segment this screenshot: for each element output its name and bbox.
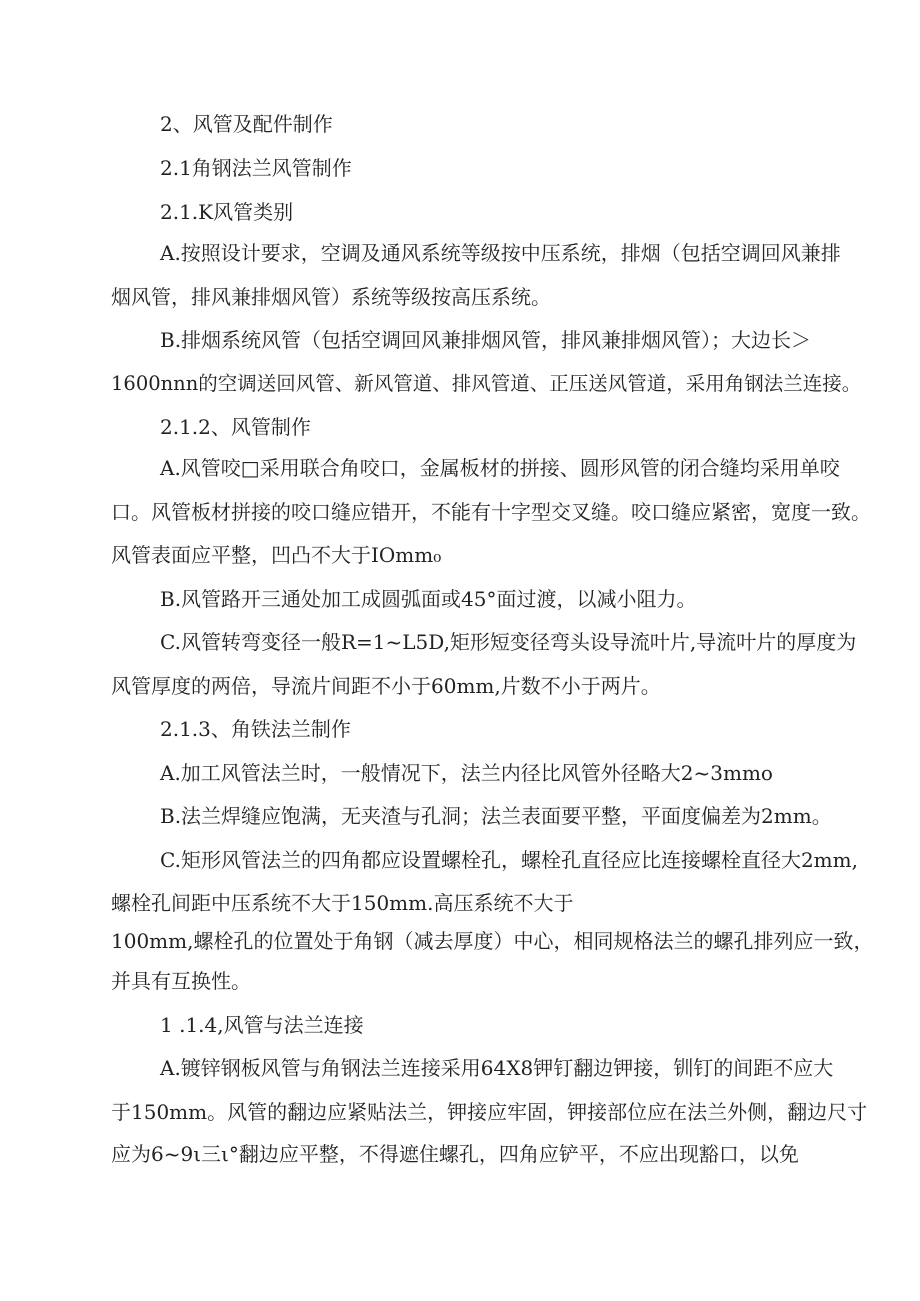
paragraph-line: 口。风管板材拼接的咬口缝应错开，不能有十字型交叉缝。咬口缝应紧密，宽度一致。: [111, 500, 871, 524]
paragraph-line: 于150mm。风管的翻边应紧贴法兰，钾接应牢固，钾接部位应在法兰外侧，翻边尺寸: [111, 1100, 868, 1124]
paragraph-line: B.法兰焊缝应饱满，无夹渣与孔洞；法兰表面要平整，平面度偏差为2mm。: [160, 804, 832, 828]
paragraph-line: B.风管路开三通处加工成圆弧面或45°面过渡，以减小阻力。: [160, 587, 697, 611]
paragraph-line: 100mm,螺栓孔的位置处于角钢（减去厚度）中心，相同规格法兰的螺孔排列应一致，: [111, 929, 874, 953]
paragraph-line: A.按照设计要求，空调及通风系统等级按中压系统，排烟（包括空调回风兼排: [160, 241, 841, 265]
paragraph-line: 应为6~9ι三ι°翻边应平整，不得遮住螺孔，四角应铲平，不应出现豁口，以免: [111, 1142, 799, 1166]
subsection-heading: 1 .1.4,风管与法兰连接: [160, 1013, 364, 1037]
subsection-heading: 2.1.K风管类别: [160, 200, 294, 224]
paragraph-line: 1600nnn的空调送回风管、新风管道、排风管道、正压送风管道，采用角钢法兰连接。: [111, 372, 862, 395]
subsection-heading: 2.1.3、角铁法兰制作: [160, 717, 351, 741]
paragraph-line: A.风管咬□采用联合角咬口，金属板材的拼接、圆形风管的闭合缝均采用单咬: [160, 456, 840, 480]
section-heading: 2、风管及配件制作: [160, 112, 333, 136]
paragraph-line: A.加工风管法兰时，一般情况下，法兰内径比风管外径略大2~3mmo: [160, 761, 773, 785]
paragraph-line: C.矩形风管法兰的四角都应设置螺栓孔，螺栓孔直径应比连接螺栓直径大2mm,: [160, 848, 858, 872]
paragraph-line: 并具有互换性。: [111, 969, 251, 993]
paragraph-line: 风管表面应平整，凹凸不大于IOmm₀: [111, 543, 442, 567]
subsection-heading: 2.1角钢法兰风管制作: [160, 156, 352, 180]
paragraph-line: C.风管转弯变径一般R=1~L5D,矩形短变径弯头设导流叶片,导流叶片的厚度为: [160, 630, 857, 654]
paragraph-line: A.镀锌钢板风管与角钢法兰连接采用64X8钾钉翻边钾接，钏钉的间距不应大: [160, 1056, 834, 1080]
paragraph-line: 烟风管，排风兼排烟风管）系统等级按高压系统。: [111, 285, 551, 309]
paragraph-line: 螺栓孔间距中压系统不大于150mm.高压系统不大于: [111, 891, 574, 915]
paragraph-line: 风管厚度的两倍，导流片间距不小于60mm,片数不小于两片。: [111, 674, 661, 698]
paragraph-line: B.排烟系统风管（包括空调回风兼排烟风管，排风兼排烟风管）；大边长＞: [160, 328, 812, 352]
subsection-heading: 2.1.2、风管制作: [160, 415, 311, 439]
